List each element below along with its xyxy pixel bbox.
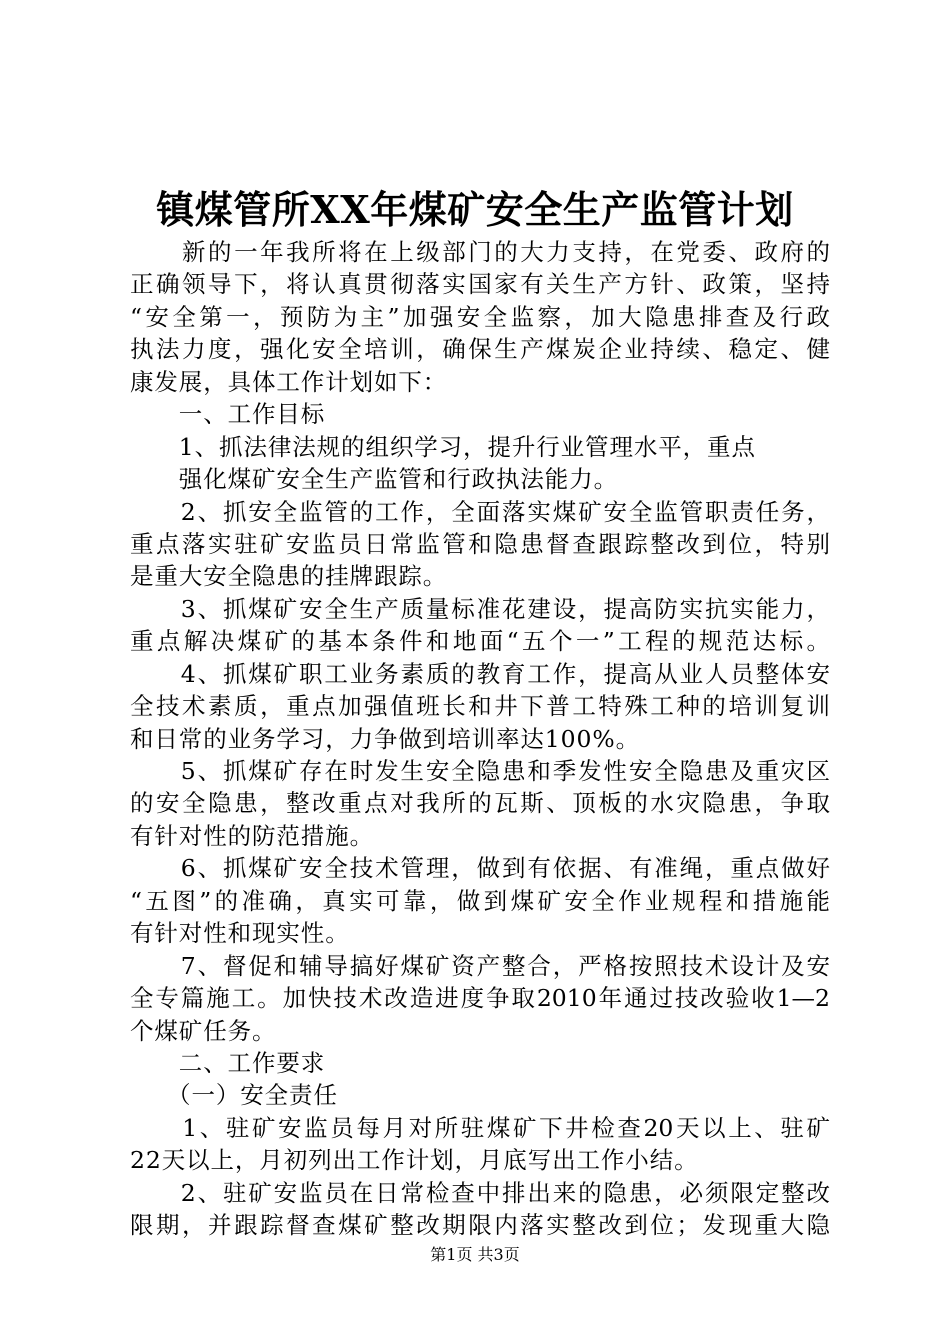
body-line: 2、驻矿安监员在日常检查中排出来的隐患，必须限定整改: [130, 1178, 830, 1207]
body-line: 3、抓煤矿安全生产质量标准花建设，提高防实抗实能力，: [130, 594, 830, 623]
body-line: 是重大安全隐患的挂牌跟踪。: [130, 562, 448, 591]
body-line: “安全第一，预防为主”加强安全监察，加大隐患排查及行政: [130, 302, 830, 331]
body-line: 5、抓煤矿存在时发生安全隐患和季发性安全隐患及重灾区: [130, 757, 830, 785]
body-line: 全专篇施工。加快技术改造进度争取2010年通过技改验收1—2: [130, 984, 830, 1013]
page-footer: 第1页 共3页: [430, 1245, 520, 1264]
body-line: 康发展，具体工作计划如下：: [130, 367, 448, 396]
body-line: 的安全隐患，整改重点对我所的瓦斯、顶板的水灾隐患，争取: [130, 789, 830, 818]
body-line: （一）安全责任: [130, 1081, 338, 1110]
body-line: “五图”的准确，真实可靠，做到煤矿安全作业规程和措施能: [130, 886, 830, 915]
body-line: 重点落实驻矿安监员日常监管和隐患督查跟踪整改到位，特别: [130, 529, 830, 558]
body-line: 强化煤矿安全生产监管和行政执法能力。: [130, 465, 618, 494]
body-line: 限期，并跟踪督查煤矿整改期限内落实整改到位；发现重大隐: [130, 1211, 830, 1240]
body-line: 正确领导下，将认真贯彻落实国家有关生产方针、政策，坚持: [130, 270, 830, 299]
body-line: 有针对性和现实性。: [130, 919, 350, 948]
body-line: 和日常的业务学习，力争做到培训率达100%。: [130, 724, 640, 753]
document-body: [130, 236, 830, 1242]
body-line: 个煤矿任务。: [130, 1016, 277, 1045]
document-title: 镇煤管所XX年煤矿安全生产监管计划: [156, 187, 794, 232]
body-line: 7、督促和辅导搞好煤矿资产整合，严格按照技术设计及安: [130, 951, 830, 980]
body-line: 4、抓煤矿职工业务素质的教育工作，提高从业人员整体安: [130, 659, 830, 688]
body-line: 1、驻矿安监员每月对所驻煤矿下井检查20天以上、驻矿: [130, 1113, 830, 1142]
body-line: 6、抓煤矿安全技术管理，做到有依据、有准绳，重点做好: [130, 854, 830, 883]
body-line: 新的一年我所将在上级部门的大力支持，在党委、政府的: [130, 238, 830, 266]
body-line: 执法力度，强化安全培训，确保生产煤炭企业持续、稳定、健: [130, 335, 830, 364]
body-line: 一、工作目标: [130, 400, 326, 429]
body-line: 全技术素质，重点加强值班长和井下普工特殊工种的培训复训: [130, 692, 830, 721]
body-line: 有针对性的防范措施。: [130, 821, 374, 850]
body-line: 1、抓法律法规的组织学习，提升行业管理水平，重点: [130, 432, 756, 461]
body-line: 二、工作要求: [130, 1048, 326, 1077]
body-line: 重点解决煤矿的基本条件和地面“五个一”工程的规范达标。: [130, 627, 830, 656]
body-line: 22天以上，月初列出工作计划，月底写出工作小结。: [130, 1146, 699, 1175]
body-line: 2、抓安全监管的工作，全面落实煤矿安全监管职责任务，: [130, 497, 830, 526]
